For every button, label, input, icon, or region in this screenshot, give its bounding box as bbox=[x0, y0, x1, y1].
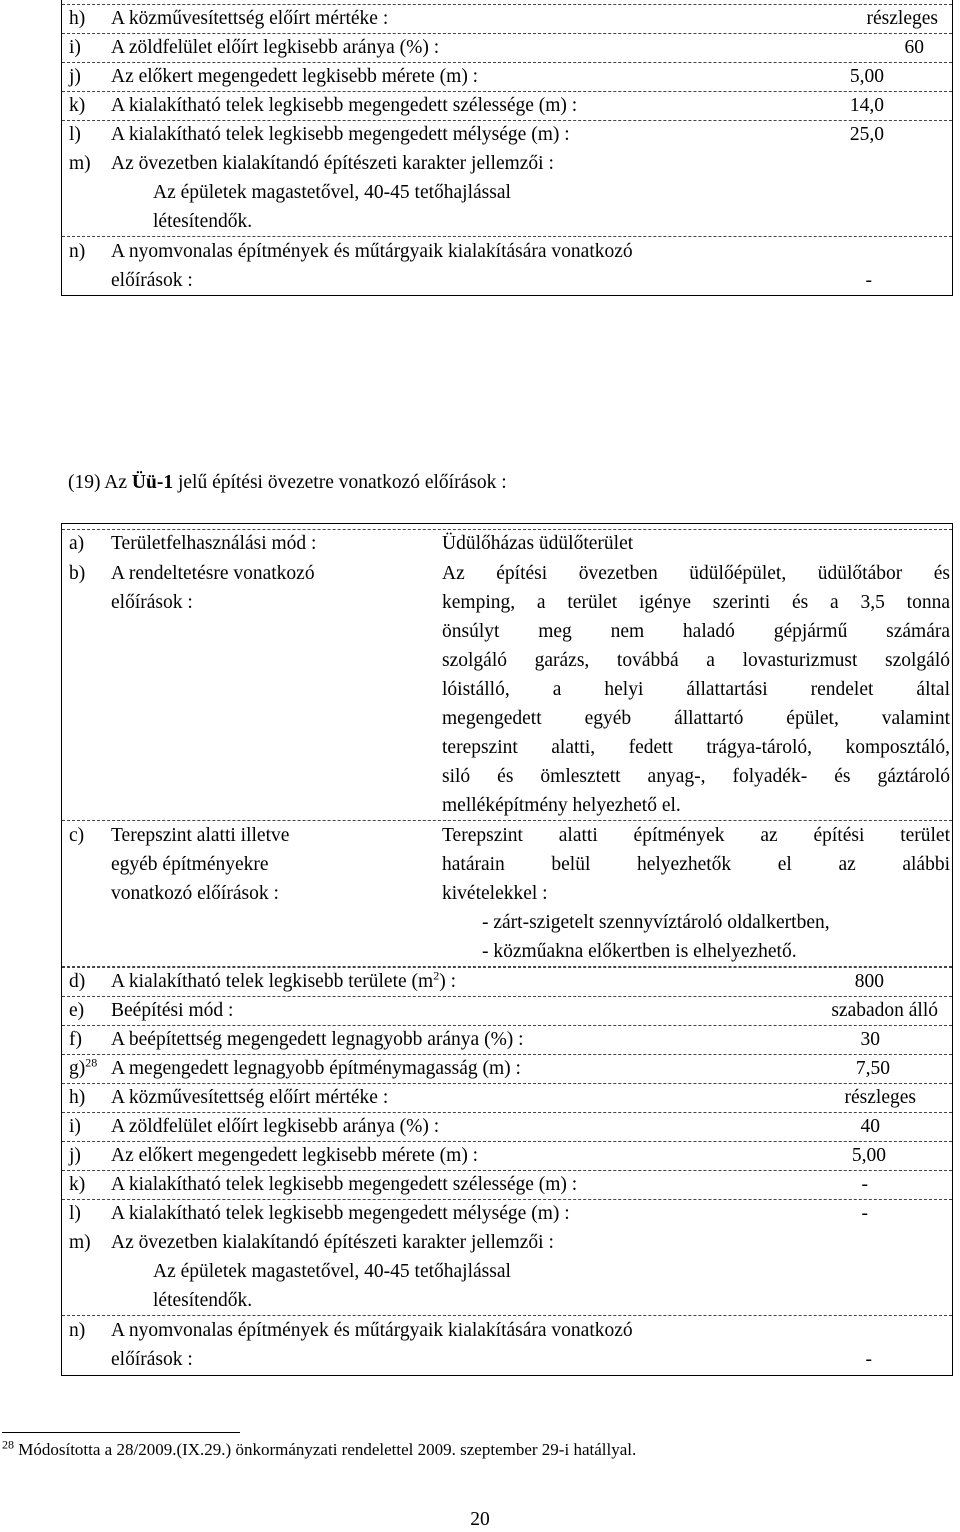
row-label: egyéb építményekre bbox=[111, 854, 269, 875]
row-label: A kialakítható telek legkisebb megengedett szélessége (m) : bbox=[111, 1174, 578, 1195]
table-row bbox=[62, 1054, 952, 1079]
row-label: A zöldfelület előírt legkisebb aránya (%) : bbox=[111, 37, 440, 58]
footnote bbox=[2, 1438, 636, 1462]
row-value: 60 bbox=[904, 37, 924, 58]
footnote-separator bbox=[2, 1432, 240, 1433]
row-letter: b) bbox=[69, 563, 86, 584]
table-row bbox=[62, 62, 952, 87]
row-label bbox=[111, 967, 456, 996]
row-letter: m) bbox=[69, 153, 91, 174]
zone-regulation-table bbox=[61, 523, 953, 1376]
row-letter: i) bbox=[69, 1116, 81, 1137]
row-value: részleges bbox=[866, 8, 938, 29]
table-row bbox=[62, 967, 952, 992]
row-letter: h) bbox=[69, 1087, 86, 1108]
row-letter: n) bbox=[69, 1320, 86, 1341]
row-letter: f) bbox=[69, 1029, 82, 1050]
row-letter: i) bbox=[69, 37, 81, 58]
row-label-text: A kialakítható telek legkisebb területe (m bbox=[111, 971, 434, 992]
row-value: - bbox=[861, 1174, 868, 1195]
heading-prefix: (19) Az bbox=[68, 472, 132, 493]
row-text: Az épületek magastetővel, 40-45 tetőhajlással bbox=[153, 182, 511, 203]
row-letter-text: g) bbox=[69, 1058, 86, 1079]
row-letter: l) bbox=[69, 1203, 81, 1224]
row-label: előírások : bbox=[111, 270, 193, 291]
row-text: siló és ömlesztett anyag-, folyadék- és gáztároló bbox=[442, 766, 950, 787]
row-value: - bbox=[865, 270, 872, 291]
heading-suffix: jelű építési övezetre vonatkozó előírások : bbox=[173, 472, 507, 493]
row-value: - bbox=[861, 1203, 868, 1224]
row-label: A rendeltetésre vonatkozó bbox=[111, 563, 315, 584]
row-label: Az előkert megengedett legkisebb mérete (m) : bbox=[111, 1145, 479, 1166]
row-value: 800 bbox=[854, 971, 884, 992]
row-letter: m) bbox=[69, 1232, 91, 1253]
row-letter: j) bbox=[69, 1145, 81, 1166]
row-label: előírások : bbox=[111, 592, 193, 613]
row-label: A nyomvonalas építmények és műtárgyaik kialakítására vonatkozó bbox=[111, 241, 633, 262]
row-letter: k) bbox=[69, 95, 86, 116]
table-row bbox=[62, 149, 952, 237]
row-value: 25,0 bbox=[849, 124, 884, 145]
superscript: 2 bbox=[433, 968, 440, 983]
table-row bbox=[62, 1141, 952, 1166]
table-row bbox=[62, 996, 952, 1021]
row-letter: d) bbox=[69, 971, 86, 992]
row-label: A zöldfelület előírt legkisebb aránya (%) : bbox=[111, 1116, 440, 1137]
row-label: A megengedett legnagyobb építménymagasság (m) : bbox=[111, 1058, 521, 1079]
row-letter: n) bbox=[69, 241, 86, 262]
table-row bbox=[62, 559, 952, 821]
table-row bbox=[62, 1199, 952, 1224]
table-row bbox=[62, 1170, 952, 1195]
table-row bbox=[62, 821, 952, 967]
row-letter: e) bbox=[69, 1000, 85, 1021]
row-label: A kialakítható telek legkisebb megengedett mélysége (m) : bbox=[111, 124, 570, 145]
table-row bbox=[62, 529, 952, 554]
row-letter: k) bbox=[69, 1174, 86, 1195]
page-number: 20 bbox=[470, 1509, 490, 1530]
row-text: lóistálló, a helyi állattartási rendelet által bbox=[442, 679, 950, 700]
row-text: Terepszint alatti építmények az építési terület bbox=[442, 825, 950, 846]
row-letter: l) bbox=[69, 124, 81, 145]
table-row bbox=[62, 1316, 952, 1374]
row-label: vonatkozó előírások : bbox=[111, 883, 279, 904]
row-label: Az övezetben kialakítandó építészeti karakter jellemzői : bbox=[111, 1232, 554, 1253]
row-value: 40 bbox=[860, 1116, 880, 1137]
row-label: Terepszint alatti illetve bbox=[111, 825, 290, 846]
top-regulation-table bbox=[61, 0, 953, 296]
table-row bbox=[62, 4, 952, 29]
row-label: Beépítési mód : bbox=[111, 1000, 234, 1021]
zone-code: Üü-1 bbox=[131, 472, 174, 493]
row-letter: h) bbox=[69, 8, 86, 29]
section-heading bbox=[68, 468, 507, 497]
table-row bbox=[62, 91, 952, 116]
table-row bbox=[62, 1228, 952, 1316]
row-label: A közművesítettség előírt mértéke : bbox=[111, 1087, 389, 1108]
row-value: részleges bbox=[844, 1087, 916, 1108]
row-label: A beépítettség megengedett legnagyobb aránya (%) : bbox=[111, 1029, 524, 1050]
footnote-ref: 28 bbox=[85, 1055, 98, 1070]
table-row bbox=[62, 1025, 952, 1050]
row-value: - bbox=[865, 1349, 872, 1370]
row-text: létesítendők. bbox=[153, 211, 253, 232]
row-label: Területfelhasználási mód : bbox=[111, 533, 317, 554]
row-value: 5,00 bbox=[849, 66, 884, 87]
table-row bbox=[62, 237, 952, 295]
row-value: Üdülőházas üdülőterület bbox=[442, 533, 634, 554]
row-text: létesítendők. bbox=[153, 1290, 253, 1311]
row-label: Az előkert megengedett legkisebb mérete (m) : bbox=[111, 66, 479, 87]
table-row bbox=[62, 1083, 952, 1108]
row-text: kivételekkel : bbox=[442, 883, 548, 904]
row-letter: a) bbox=[69, 533, 85, 554]
list-item: - közműakna előkertben is elhelyezhető. bbox=[482, 941, 797, 962]
row-letter bbox=[69, 1054, 97, 1083]
row-value: 7,50 bbox=[855, 1058, 890, 1079]
row-text: határain belül helyezhetők el az alábbi bbox=[442, 854, 950, 875]
row-label: A nyomvonalas építmények és műtárgyaik kialakítására vonatkozó bbox=[111, 1320, 633, 1341]
list-item: - zárt-szigetelt szennyvíztároló oldalkertben, bbox=[482, 912, 830, 933]
row-text: kemping, a terület igénye szerinti és a 3,5 tonna bbox=[442, 592, 950, 613]
table-row bbox=[62, 1112, 952, 1137]
row-letter: j) bbox=[69, 66, 81, 87]
row-text: szolgáló garázs, továbbá a lovasturizmust szolgáló bbox=[442, 650, 950, 671]
footnote-text: Módosította a 28/2009.(IX.29.) önkormányzati rendelettel 2009. szeptember 29-i hatállyal. bbox=[18, 1440, 637, 1459]
row-text: önsúlyt meg nem haladó gépjármű számára bbox=[442, 621, 950, 642]
row-letter: c) bbox=[69, 825, 85, 846]
row-label: Az övezetben kialakítandó építészeti karakter jellemzői : bbox=[111, 153, 554, 174]
row-label: előírások : bbox=[111, 1349, 193, 1370]
row-text: megengedett egyéb állattartó épület, valamint bbox=[442, 708, 950, 729]
row-text: Az építési övezetben üdülőépület, üdülőtábor és bbox=[442, 563, 950, 584]
footnote-number: 28 bbox=[2, 1437, 14, 1452]
row-label: A kialakítható telek legkisebb megengedett mélysége (m) : bbox=[111, 1203, 570, 1224]
row-label: A kialakítható telek legkisebb megengedett szélessége (m) : bbox=[111, 95, 578, 116]
row-text: Az épületek magastetővel, 40-45 tetőhajlással bbox=[153, 1261, 511, 1282]
row-value: szabadon álló bbox=[831, 1000, 938, 1021]
row-value: 5,00 bbox=[851, 1145, 886, 1166]
row-text: terepszint alatti, fedett trágya-tároló, komposztáló, bbox=[442, 737, 950, 758]
row-label-text: ) : bbox=[439, 971, 456, 992]
table-row bbox=[62, 33, 952, 58]
row-text: melléképítmény helyezhető el. bbox=[442, 795, 681, 816]
row-label: A közművesítettség előírt mértéke : bbox=[111, 8, 389, 29]
row-value: 14,0 bbox=[849, 95, 884, 116]
table-row bbox=[62, 120, 952, 145]
row-value: 30 bbox=[860, 1029, 880, 1050]
